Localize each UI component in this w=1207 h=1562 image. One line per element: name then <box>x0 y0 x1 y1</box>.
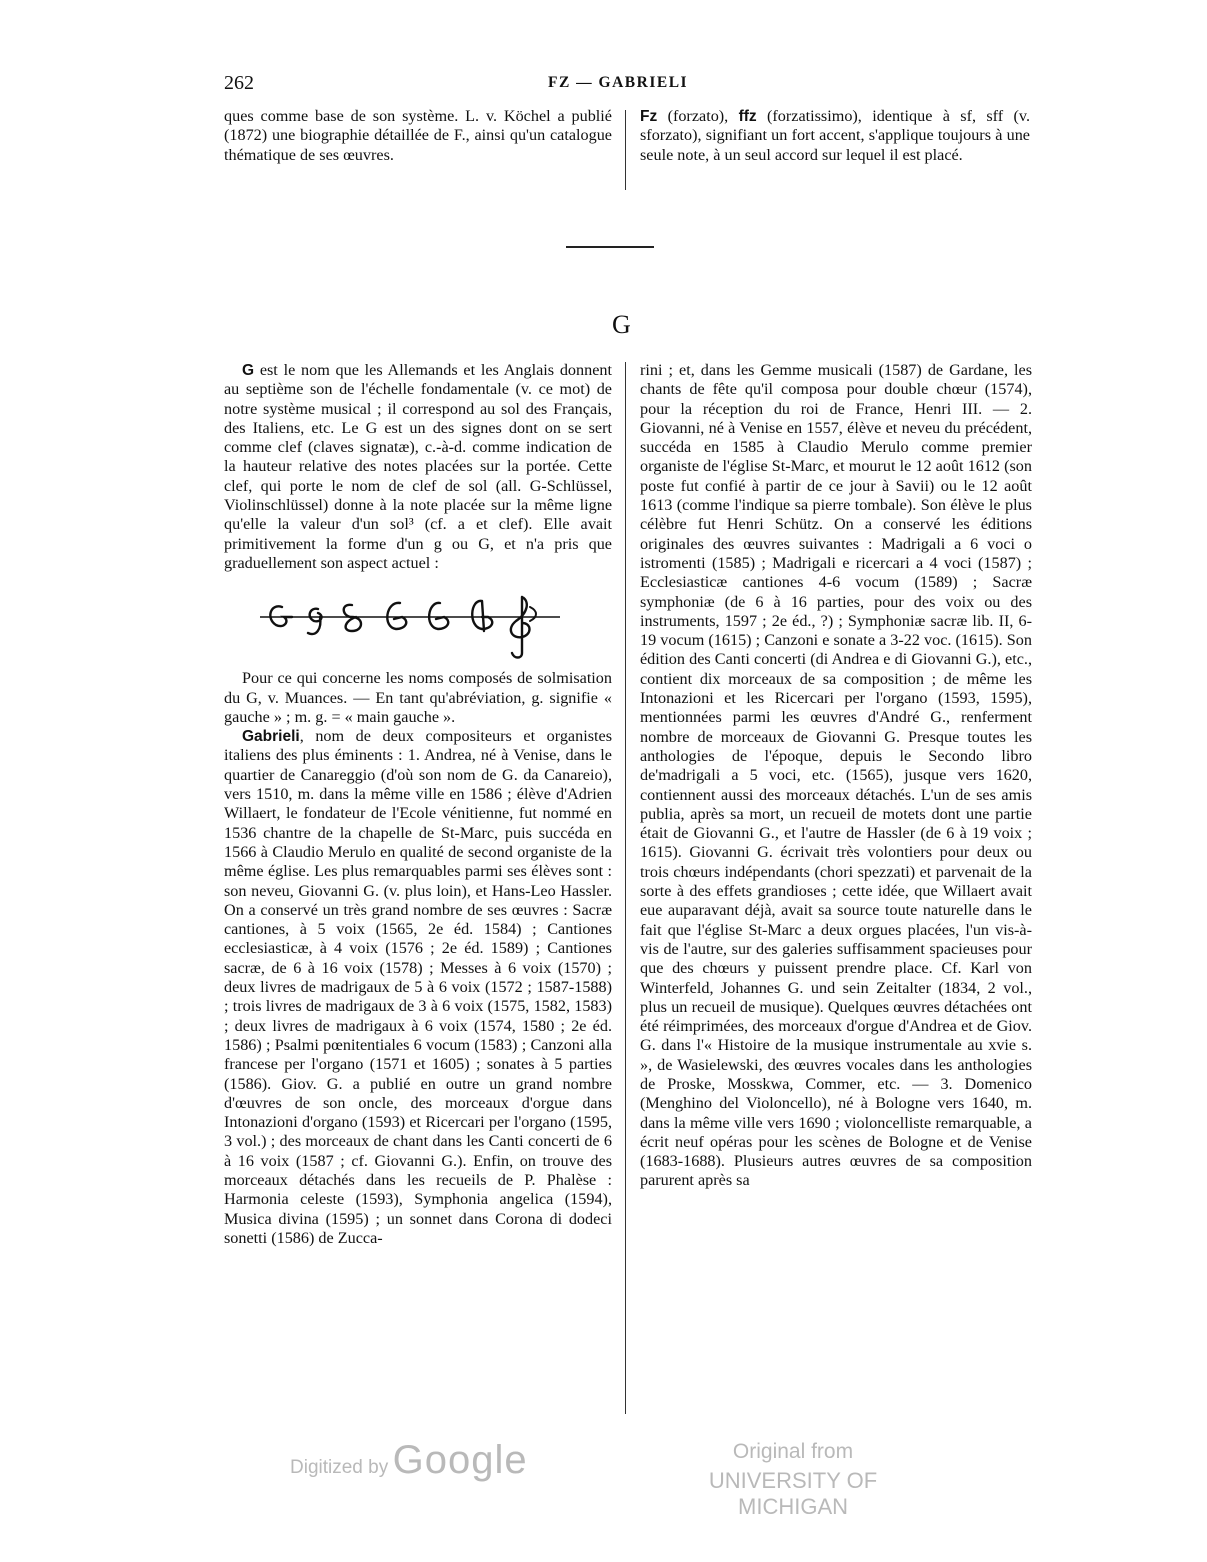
column-divider-main <box>625 362 626 1414</box>
g-entry <box>224 361 612 573</box>
original-from-label: Original from <box>732 1440 854 1463</box>
column-divider-top <box>625 110 626 190</box>
university-label: UNIVERSITY OF MICHIGAN <box>708 1468 878 1519</box>
running-title: FZ — GABRIELI <box>548 74 689 91</box>
fz-term: Fz <box>640 108 658 125</box>
fz-text-1: (forzato), <box>657 107 739 125</box>
fz-text-2: (forzatissimo), identique à sf, sff (v. sforzato), signifiant un fort accent, s'applique toujours à une seule note, à un seul accord sur lequel il est placé. <box>640 107 1030 164</box>
g-entry-continued: Pour ce qui concerne les noms composés de solmisation du G, v. Muances. — En tant qu'abréviation, g. signifie « gauche » ; m. g. = « main gauche ». <box>224 669 612 726</box>
right-column <box>640 361 1032 1191</box>
g-entry-text: est le nom que les Allemands et les Anglais donnent au septième son de l'échelle fondamentale (v. ce mot) de notre système musical ; il correspond au sol des Français, des Italiens, etc. Le G est un des signes dont on se sert comme clef (claves signatæ), c.-à-d. comme indication de la hauteur relative des notes placées sur la portée. Cette clef, qui porte le nom de clef de sol (all. G-Schlüssel, Violinschlüssel) donne à la note placée sur la même ligne qu'elle la valeur d'un sol³ (cf. a et clef). Elle avait primitivement la forme d'un g ou G, et n'a pris que graduellement son aspect actuel : <box>224 361 612 572</box>
gabrieli-text: , nom de deux compositeurs et organistes italiens des plus éminents : 1. Andrea, né à Venise, dans le quartier de Canareggio (d'où son nom de G. da Canareio), vers 1510, m. dans la même ville en 1586 ; élève d'Adrien Willaert, le fondateur de l'Ecole vénitienne, fut nommé en 1536 chantre de la chapelle de St-Marc, puis succéda en 1566 à Claudio Merulo en qualité de second organiste de la même église. Les plus remarquables parmi ses élèves sont : son neveu, Giovanni G. (v. plus loin), et Hans-Leo Hassler. On a conservé un très grand nombre de ses œuvres : Sacræ cantiones, à 5 voix (1565, 2e éd. 1584) ; Cantiones ecclesiasticæ, à 4 voix (1576 ; 2e éd. 1589) ; Cantiones sacræ, de 6 à 16 voix (1578) ; Messes à 6 voix (1570) ; deux livres de madrigaux de 5 à 6 voix (1572 ; 1587-1588) ; trois livres de madrigaux de 3 à 6 voix (1575, 1582, 1583) ; deux livres de madrigaux à 6 voix (1574, 1580 ; 2e éd. 1586) ; Psalmi pœnitentiales 6 vocum (1583) ; Canzoni alla francese per l'organo (1571 et 1605) ; sonates à 5 parties (1586). Giov. G. a publié en outre un grand nombre d'œuvres de son oncle, des morceaux d'orgue dans Intonazioni d'organo (1593) et Ricercari per l'organo (1595, 3 vol.) ; des morceaux de chant dans les Canti concerti de 6 à 16 voix (1587 ; cf. Giovanni G.). Enfin, on trouve des morceaux détachés dans les recueils de P. Phalèse : Harmonia celeste (1593), Symphonia angelica (1594), Musica divina (1595) ; un sonnet dans Corona di dodeci sonetti (1586) de Zucca- <box>224 727 612 1247</box>
g-entry-term: G <box>242 362 255 379</box>
left-column <box>224 361 612 1248</box>
continued-paragraph: ques comme base de son système. L. v. Köchel a publié (1872) une biographie détaillée de F., ainsi qu'un catalogue thématique de ses œuvres. <box>224 107 612 164</box>
gabrieli-term: Gabrieli <box>242 728 300 746</box>
gabrieli-continued: rini ; et, dans les Gemme musicali (1587) de Gardane, les chants de fête qu'il composa pour double chœur (1574), pour la réception du roi de France, Henri III. — 2. Giovanni, né à Venise en 1557, élève et neveu du précédent, succéda en 1585 à Claudio Merulo comme premier organiste de l'église St-Marc, et mourut le 12 août 1612 (son poste fut confié à partir de ce jour à Savii) ou le 12 août 1613 (comme l'indique sa pierre tombale). Son élève le plus célèbre fut Henri Schütz. On a conservé les éditions originales des œuvres suivantes : Madrigali a 6 voci o istromenti (1585) ; Madrigali e ricercari a 4 voci (1587) ; Ecclesiasticæ cantiones 4-6 vocum (1589) ; Sacræ symphoniæ (de 6 à 16 parties, pour des voix ou des instruments, 1597 ; 2e éd., ?) ; Symphoniæ sacræ lib. II, 6-19 vocum (1615) ; Canzoni e sonate a 3-22 voc. (1615). Son édition des Canti concerti (di Andrea e di Giovanni G.), etc., contient dix morceaux de sa composition ; de même les Intonazioni et les Ricercari per l'organo (1593, 1595), mentionnées parmi les œuvres d'André G., renferment nombre de morceaux de Giovanni G. Presque toutes les anthologies de l'époque, depuis le Secondo libro de'madrigali a 5 voci, etc. (1565), jusque vers 1620, contiennent aussi des morceaux détachés. L'un de ses amis publia, après sa mort, un recueil de motets dont une partie était de Giovanni G., et l'autre de Hassler (de 6 à 19 voix ; 1615). Giovanni G. écrivait très volontiers pour deux ou trois chœurs indépendants (chori spezzati) et parvenait de la sorte à des effets grandioses ; cette idée, que Willaert avait eue auparavant déjà, avait sa source toute naturelle dans le fait que l'église St-Marc a deux orgues placées, l'un vis-à-vis de l'autre, sur des galeries suffisamment spacieuses pour que des chœurs y puissent prendre place. Cf. Karl von Winterfeld, Johannes G. und sein Zeitalter (1834, 2 vol., plus un recueil de musique). Quelques œuvres détachées ont été réimprimées, des morceaux d'orgue d'Andrea et de Giov. G. dans l'« Histoire de la musique instrumentale au xvie s. », de Wasielewski, des œuvres vocales dans les anthologies de Proske, Mosskwa, Commer, etc. — 3. Domenico (Menghino del Violoncello), né à Bologne vers 1640, m. dans la même ville vers 1690 ; violoncelliste remarquable, a écrit neuf opéras pour les scènes de Bologne et de Venise (1683-1688). Plusieurs autres œuvres de sa composition parurent après sa <box>640 361 1032 1190</box>
library-source-watermark <box>668 1440 918 1520</box>
google-digitized-watermark <box>290 1438 528 1483</box>
section-separator-rule <box>566 246 654 248</box>
gabrieli-entry <box>224 727 612 1248</box>
digitized-by-label: Digitized by <box>290 1457 389 1478</box>
top-left-column <box>224 107 612 165</box>
google-logo-text: Google <box>392 1438 528 1482</box>
ffz-term: ffz <box>738 108 757 125</box>
section-letter: G <box>612 310 631 339</box>
clef-evolution-figure <box>224 585 612 663</box>
clef-forms-illustration <box>260 587 560 659</box>
page-number: 262 <box>224 72 254 94</box>
top-right-column <box>640 107 1030 165</box>
fz-entry <box>640 107 1030 165</box>
